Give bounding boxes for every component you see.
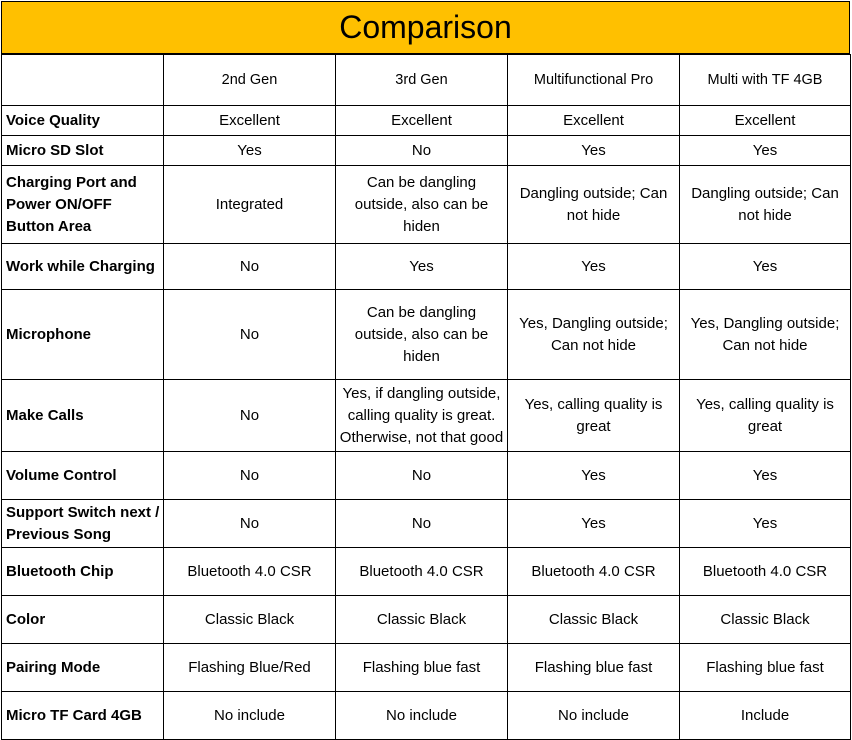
table-cell: Yes (680, 452, 851, 500)
table-cell: Bluetooth 4.0 CSR (680, 548, 851, 596)
table-cell: Include (680, 692, 851, 740)
table-row (2, 166, 851, 244)
table-cell: Classic Black (508, 596, 680, 644)
header-cell-multifunctional-pro: Multifunctional Pro (508, 55, 680, 106)
table-cell: Bluetooth 4.0 CSR (508, 548, 680, 596)
table-row (2, 644, 851, 692)
comparison-table (1, 54, 851, 740)
header-cell-2nd-gen: 2nd Gen (164, 55, 336, 106)
table-row (2, 244, 851, 290)
table-cell: Yes (508, 244, 680, 290)
table-cell: No (336, 500, 508, 548)
table-row (2, 692, 851, 740)
table-cell: Yes (508, 136, 680, 166)
title-banner (1, 1, 850, 54)
row-feature-label: Support Switch next / Previous Song (2, 500, 164, 548)
row-feature-label: Microphone (2, 290, 164, 380)
table-cell: Can be dangling outside, also can be hiden (336, 290, 508, 380)
table-cell: No (336, 452, 508, 500)
row-feature-label: Color (2, 596, 164, 644)
table-cell: Dangling outside; Can not hide (680, 166, 851, 244)
table-row (2, 452, 851, 500)
table-cell: Excellent (680, 106, 851, 136)
table-cell: Yes, if dangling outside, calling quality is great. Otherwise, not that good (336, 380, 508, 452)
table-row (2, 596, 851, 644)
table-row (2, 290, 851, 380)
row-feature-label: Voice Quality (2, 106, 164, 136)
table-cell: Excellent (164, 106, 336, 136)
table-cell: Yes, Dangling outside; Can not hide (680, 290, 851, 380)
row-feature-label: Make Calls (2, 380, 164, 452)
table-row (2, 548, 851, 596)
table-cell: Bluetooth 4.0 CSR (164, 548, 336, 596)
table-cell: Yes (508, 452, 680, 500)
table-body (2, 106, 851, 740)
table-cell: No (164, 500, 336, 548)
table-cell: Flashing blue fast (680, 644, 851, 692)
row-feature-label: Volume Control (2, 452, 164, 500)
table-cell: No (164, 290, 336, 380)
table-row (2, 380, 851, 452)
row-feature-label: Micro SD Slot (2, 136, 164, 166)
table-cell: Yes (680, 244, 851, 290)
page-title: Comparison (339, 9, 512, 45)
table-cell: No include (164, 692, 336, 740)
table-cell: No (164, 244, 336, 290)
row-feature-label: Micro TF Card 4GB (2, 692, 164, 740)
table-cell: No include (508, 692, 680, 740)
header-cell-multi-tf-4gb: Multi with TF 4GB (680, 55, 851, 106)
table-cell: Yes, calling quality is great (508, 380, 680, 452)
table-row (2, 106, 851, 136)
row-feature-label: Work while Charging (2, 244, 164, 290)
table-cell: No (164, 452, 336, 500)
table-cell: Flashing blue fast (508, 644, 680, 692)
table-cell: No (336, 136, 508, 166)
table-cell: Yes (336, 244, 508, 290)
row-feature-label: Charging Port and Power ON/OFF Button Area (2, 166, 164, 244)
table-cell: No include (336, 692, 508, 740)
table-cell: Integrated (164, 166, 336, 244)
row-feature-label: Pairing Mode (2, 644, 164, 692)
table-cell: Classic Black (336, 596, 508, 644)
table-cell: Yes, Dangling outside; Can not hide (508, 290, 680, 380)
header-row (2, 55, 851, 106)
table-cell: Yes, calling quality is great (680, 380, 851, 452)
table-cell: No (164, 380, 336, 452)
table-cell: Yes (508, 500, 680, 548)
table-row (2, 500, 851, 548)
table-cell: Excellent (336, 106, 508, 136)
table-cell: Classic Black (164, 596, 336, 644)
header-cell-3rd-gen: 3rd Gen (336, 55, 508, 106)
table-cell: Classic Black (680, 596, 851, 644)
table-cell: Yes (164, 136, 336, 166)
table-cell: Flashing blue fast (336, 644, 508, 692)
table-row (2, 136, 851, 166)
table-cell: Yes (680, 136, 851, 166)
table-cell: Bluetooth 4.0 CSR (336, 548, 508, 596)
table-cell: Excellent (508, 106, 680, 136)
table-cell: Flashing Blue/Red (164, 644, 336, 692)
header-cell-corner (2, 55, 164, 106)
table-cell: Yes (680, 500, 851, 548)
row-feature-label: Bluetooth Chip (2, 548, 164, 596)
table-cell: Dangling outside; Can not hide (508, 166, 680, 244)
table-cell: Can be dangling outside, also can be hiden (336, 166, 508, 244)
